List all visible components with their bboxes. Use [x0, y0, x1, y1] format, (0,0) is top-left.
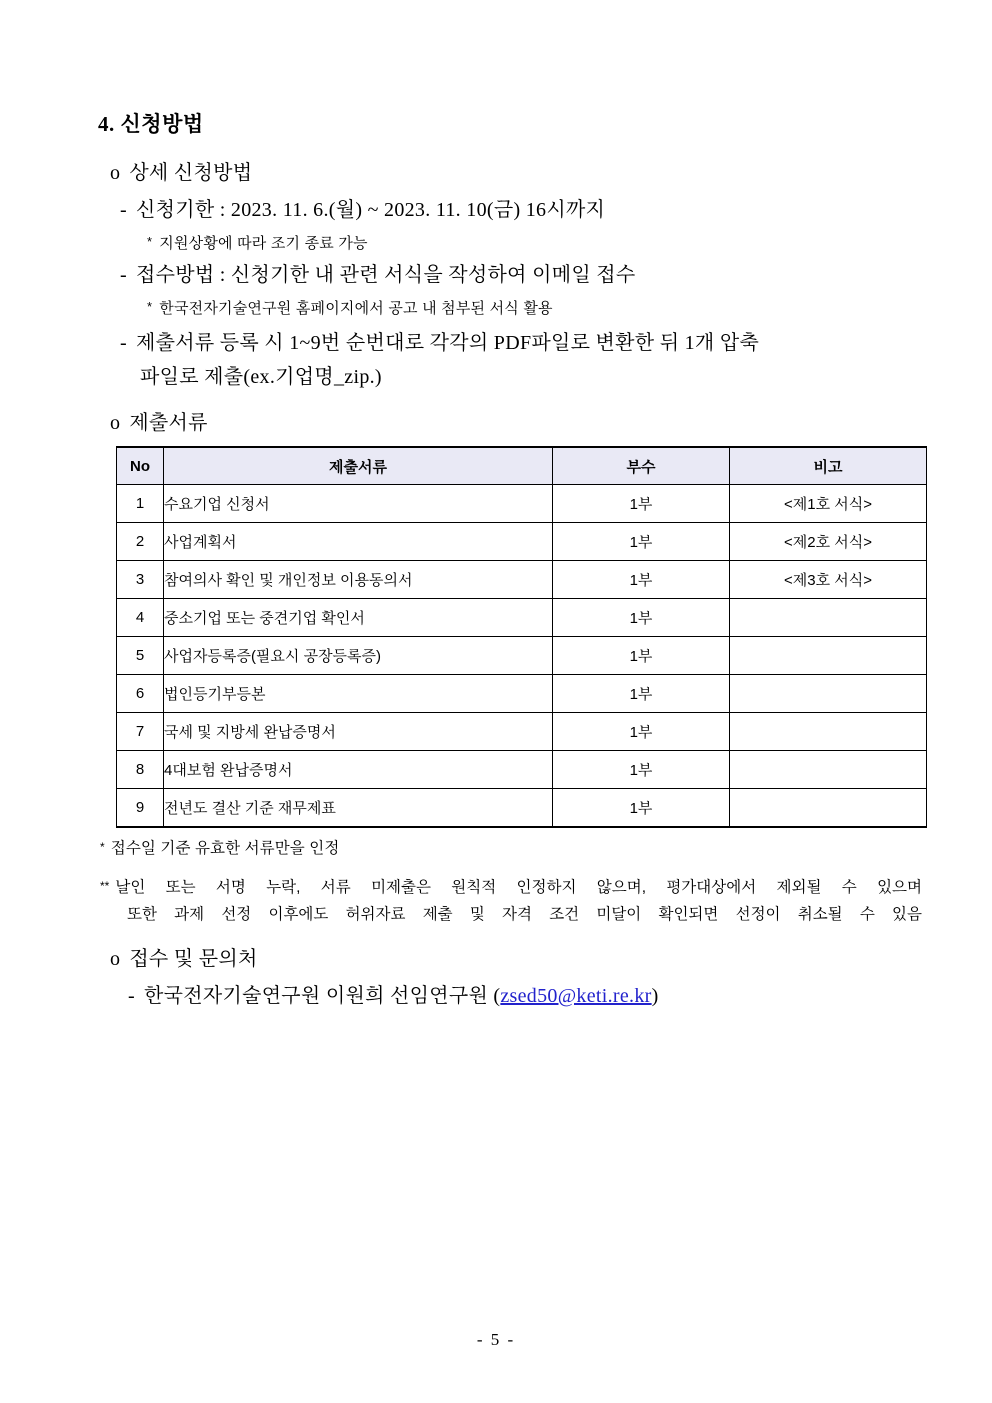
- column-header-quantity: 부수: [553, 447, 730, 485]
- cell-remark: <제1호 서식>: [730, 485, 927, 523]
- column-header-no: No: [117, 447, 164, 485]
- dash-marker: -: [120, 199, 127, 221]
- cell-remark: [730, 713, 927, 751]
- bullet-contact-label: 접수 및 문의처: [129, 948, 258, 970]
- note-early-close-text: 지원상황에 따라 조기 종료 가능: [159, 235, 368, 252]
- footnote-double-line2: 또한 과제 선정 이후에도 허위자료 제출 및 자격 조건 미달이 확인되면 선정이 취소될 수 있음: [127, 906, 922, 923]
- double-asterisk-marker: **: [100, 879, 110, 893]
- table-header-row: [117, 447, 927, 485]
- bullet-circle-marker: o: [110, 162, 121, 184]
- asterisk-marker: *: [100, 840, 105, 854]
- cell-quantity: 1부: [553, 713, 730, 751]
- cell-remark: <제3호 서식>: [730, 561, 927, 599]
- table-row: [117, 637, 927, 675]
- dash-marker: -: [120, 332, 127, 354]
- footnote-single: [100, 836, 339, 858]
- footnote-double-line1: 날인 또는 서명 누락, 서류 미제출은 원칙적 인정하지 않으며, 평가대상에서 제외될 수 있으며: [115, 879, 922, 896]
- bullet-submission-docs: [110, 406, 208, 435]
- note-homepage-form-text: 한국전자기술연구원 홈페이지에서 공고 내 첨부된 서식 활용: [159, 300, 553, 317]
- table-row: [117, 789, 927, 828]
- dash-marker: -: [120, 264, 127, 286]
- detail-submission-method-text: 접수방법 : 신청기한 내 관련 서식을 작성하여 이메일 접수: [135, 264, 636, 286]
- cell-quantity: 1부: [553, 751, 730, 789]
- contact-paren-close: ): [651, 985, 659, 1007]
- detail-deadline: [120, 193, 605, 222]
- cell-document: 중소기업 또는 중견기업 확인서: [164, 599, 553, 637]
- bullet-submission-docs-label: 제출서류: [129, 412, 208, 434]
- bullet-circle-marker: o: [110, 948, 121, 970]
- detail-pdf-zip-line2: [140, 360, 382, 389]
- detail-pdf-zip-text-2: 파일로 제출(ex.기업명_zip.): [140, 366, 382, 388]
- footnote-double: [100, 873, 922, 928]
- cell-no: 9: [117, 789, 164, 828]
- section-heading: 4. 신청방법: [98, 112, 204, 136]
- cell-no: 1: [117, 485, 164, 523]
- bullet-apply-method-label: 상세 신청방법: [129, 162, 253, 184]
- cell-no: 8: [117, 751, 164, 789]
- bullet-contact: [110, 942, 258, 971]
- column-header-document: 제출서류: [164, 447, 553, 485]
- dash-marker: -: [128, 985, 135, 1007]
- cell-quantity: 1부: [553, 637, 730, 675]
- cell-no: 5: [117, 637, 164, 675]
- footnote-single-text: 접수일 기준 유효한 서류만을 인정: [110, 840, 340, 857]
- detail-submission-method: [120, 258, 636, 287]
- footnote-double-line1-wrap: [100, 873, 922, 901]
- asterisk-marker: *: [147, 299, 153, 314]
- cell-remark: [730, 751, 927, 789]
- submission-documents-table: [116, 446, 927, 828]
- bullet-circle-marker: o: [110, 412, 121, 434]
- cell-document: 법인등기부등본: [164, 675, 553, 713]
- cell-document: 사업계획서: [164, 523, 553, 561]
- cell-document: 전년도 결산 기준 재무제표: [164, 789, 553, 828]
- cell-quantity: 1부: [553, 523, 730, 561]
- cell-no: 2: [117, 523, 164, 561]
- table-row: [117, 485, 927, 523]
- cell-no: 4: [117, 599, 164, 637]
- table-row: [117, 713, 927, 751]
- cell-no: 7: [117, 713, 164, 751]
- page-number-footer: - 5 -: [476, 1330, 516, 1349]
- asterisk-marker: *: [147, 234, 153, 249]
- contact-person-text: 한국전자기술연구원 이원희 선임연구원 (: [143, 985, 501, 1007]
- cell-remark: <제2호 서식>: [730, 523, 927, 561]
- cell-remark: [730, 599, 927, 637]
- bullet-apply-method: [110, 156, 252, 185]
- table-row: [117, 751, 927, 789]
- cell-quantity: 1부: [553, 599, 730, 637]
- cell-document: 수요기업 신청서: [164, 485, 553, 523]
- table-row: [117, 599, 927, 637]
- contact-line: [128, 979, 659, 1008]
- table-row: [117, 523, 927, 561]
- cell-remark: [730, 637, 927, 675]
- table-row: [117, 561, 927, 599]
- detail-pdf-zip-line1: [120, 326, 759, 355]
- contact-email-link[interactable]: zsed50@keti.re.kr: [500, 985, 652, 1007]
- table-row: [117, 675, 927, 713]
- cell-quantity: 1부: [553, 789, 730, 828]
- cell-document: 사업자등록증(필요시 공장등록증): [164, 637, 553, 675]
- cell-document: 참여의사 확인 및 개인정보 이용동의서: [164, 561, 553, 599]
- cell-quantity: 1부: [553, 675, 730, 713]
- cell-quantity: 1부: [553, 485, 730, 523]
- cell-quantity: 1부: [553, 561, 730, 599]
- cell-document: 4대보험 완납증명서: [164, 751, 553, 789]
- detail-pdf-zip-text-1: 제출서류 등록 시 1~9번 순번대로 각각의 PDF파일로 변환한 뒤 1개 압축: [135, 332, 760, 354]
- note-early-close: [147, 232, 368, 253]
- cell-remark: [730, 675, 927, 713]
- note-homepage-form: [147, 297, 553, 318]
- cell-document: 국세 및 지방세 완납증명서: [164, 713, 553, 751]
- column-header-remark: 비고: [730, 447, 927, 485]
- cell-no: 3: [117, 561, 164, 599]
- detail-deadline-text: 신청기한 : 2023. 11. 6.(월) ~ 2023. 11. 10(금) 16시까지: [135, 199, 606, 221]
- cell-remark: [730, 789, 927, 828]
- cell-no: 6: [117, 675, 164, 713]
